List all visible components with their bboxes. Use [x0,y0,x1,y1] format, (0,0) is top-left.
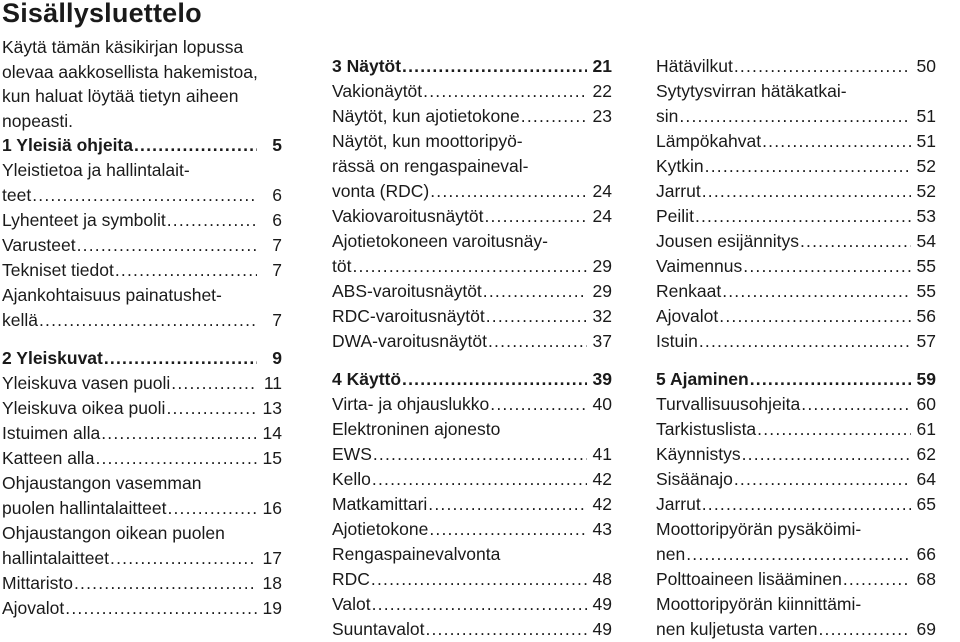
toc-entry-row[interactable] [656,279,936,304]
toc-entry-label: Katteen alla [2,448,95,468]
toc-entry-label: Sisäänajo [656,469,733,489]
toc-page-number: 48 [592,569,612,589]
toc-entry-label: Vakionäytöt [332,81,423,101]
toc-page-number: 49 [592,594,612,614]
dot-leader [743,254,911,279]
toc-entry[interactable] [656,517,936,567]
toc-entry[interactable] [656,492,936,517]
toc-entry-label: Käynnistys [656,444,741,464]
dot-leader [801,392,911,417]
toc-entry-label: Virta- ja ohjauslukko [332,394,490,414]
toc-entry-row[interactable] [656,467,936,492]
toc-entry-row[interactable] [656,229,936,254]
toc-entry[interactable] [332,592,612,617]
dot-leader [686,542,911,567]
toc-entry-label: Vaimennus [656,256,743,276]
toc-entry-label: 5 Ajaminen [656,369,749,389]
toc-entry[interactable] [332,304,612,329]
page-title: Sisällysluettelo [2,0,202,28]
dot-leader [352,254,587,279]
toc-entry-label: Suuntavalot [332,619,425,639]
toc-page-number: 56 [916,306,936,326]
toc-entry-row[interactable] [2,596,282,621]
toc-entry-line: Ohjaustangon oikean puolen [2,523,225,543]
toc-entry-row[interactable] [2,233,282,258]
toc-entry[interactable] [656,154,936,179]
toc-entry-label: Hätävilkut [656,56,733,76]
toc-page-number: 52 [916,181,936,201]
dot-leader [742,442,911,467]
toc-entry-row[interactable] [332,204,612,229]
toc-entry-label: Jarrut [656,181,701,201]
dot-leader [695,204,911,229]
toc-section [656,54,936,354]
toc-page-number: 51 [916,131,936,151]
dot-leader [74,571,257,596]
dot-leader [110,546,257,571]
toc-entry[interactable] [2,371,282,396]
toc-entry-label: kellä [2,310,38,330]
toc-page-number: 43 [592,519,612,539]
toc-entry-label: Lämpökahvat [656,131,762,151]
toc-entry-label: Istuin [656,331,698,351]
toc-entry[interactable] [656,79,936,129]
toc-page-number: 65 [916,494,936,514]
toc-entry-row[interactable] [332,467,612,492]
dot-leader [134,133,257,158]
toc-entry[interactable] [332,229,612,279]
toc-entry-row[interactable] [656,442,936,467]
toc-entry-label: hallintalaitteet [2,548,110,568]
toc-entry-line: Ohjaustangon vasemman [2,473,202,493]
toc-entry-label: Polttoaineen lisääminen [656,569,842,589]
toc-entry-label: 2 Yleiskuvat [2,348,103,368]
dot-leader [373,442,587,467]
toc-entry-row[interactable] [2,546,282,571]
toc-entry-label: teet [2,185,32,205]
toc-page-number: 23 [592,106,612,126]
toc-page-number: 29 [592,256,612,276]
toc-entry[interactable] [656,179,936,204]
toc-entry-label: Jarrut [656,494,701,514]
toc-page-number: 14 [262,423,282,443]
toc-page-number: 66 [916,544,936,564]
toc-entry-label: Kello [332,469,371,489]
toc-entry[interactable] [2,208,282,233]
toc-entry-row[interactable] [2,258,282,283]
toc-entry-label: puolen hallintalaitteet [2,498,167,518]
dot-leader [371,567,587,592]
dot-leader [65,596,257,621]
dot-leader [77,233,257,258]
toc-entry-label: 4 Käyttö [332,369,402,389]
toc-entry-row[interactable] [332,617,612,642]
toc-entry-label: töt [332,256,352,276]
toc-entry-row[interactable] [332,279,612,304]
toc-entry-label: Peilit [656,206,694,226]
toc-entry-row[interactable] [656,542,936,567]
toc-entry[interactable] [656,279,936,304]
toc-entry[interactable] [2,258,282,283]
toc-entry-label: Matkamittari [332,494,428,514]
toc-entry-row[interactable] [332,392,612,417]
toc-page-number: 53 [916,206,936,226]
toc-section-heading[interactable] [2,133,282,158]
intro-text [2,35,282,133]
toc-entry[interactable] [332,329,612,354]
toc-entry-label: Vakiovaroitusnäytöt [332,206,484,226]
toc-entry-label: Kytkin [656,156,704,176]
toc-page-number: 9 [272,348,282,368]
toc-entry-label: sin [656,106,679,126]
dot-leader [115,258,257,283]
toc-page-number: 55 [916,281,936,301]
toc-entry[interactable] [656,442,936,467]
dot-leader [39,308,257,333]
toc-entry-row[interactable] [656,617,936,642]
toc-entry[interactable] [656,417,936,442]
toc-page-number: 6 [272,185,282,205]
toc-entry[interactable] [332,79,612,104]
intro-line: Käytä tämän käsikirjan lopussa [2,37,244,57]
toc-page-number: 39 [592,369,612,389]
toc-entry-label: 3 Näytöt [332,56,402,76]
dot-leader [166,396,257,421]
toc-entry[interactable] [2,283,282,333]
toc-page-number: 6 [272,210,282,230]
toc-entry-label: Varusteet [2,235,76,255]
toc-entry[interactable] [332,104,612,129]
dot-leader [486,304,587,329]
toc-section-heading[interactable] [332,367,612,392]
dot-leader [819,617,912,642]
toc-entry-row[interactable] [332,567,612,592]
toc-entry-row[interactable] [656,154,936,179]
toc-entry-label: ABS-varoitusnäytöt [332,281,482,301]
toc-page-number: 13 [262,398,282,418]
dot-leader [95,446,257,471]
toc-column-3 [656,54,936,642]
toc-entry[interactable] [2,233,282,258]
toc-entry[interactable] [656,592,936,642]
toc-entry[interactable] [332,492,612,517]
toc-page-number: 21 [592,56,612,76]
toc-entry-row[interactable] [656,254,936,279]
toc-entry-label: Ajovalot [2,598,65,618]
dot-leader [734,467,911,492]
toc-entry-row[interactable] [2,183,282,208]
intro-line: kun haluat löytää tietyn aiheen [2,86,239,106]
toc-page-number: 51 [916,106,936,126]
toc-entry-row[interactable] [656,104,936,129]
toc-entry[interactable] [2,158,282,208]
toc-section [332,367,612,642]
toc-page-number: 16 [262,498,282,518]
toc-entry-label: nen [656,544,686,564]
toc-page-number: 52 [916,156,936,176]
dot-leader [429,517,587,542]
dot-leader [750,367,911,392]
toc-page-number: 17 [262,548,282,568]
toc-entry[interactable] [332,417,612,467]
dot-leader [705,154,911,179]
toc-entry[interactable] [332,542,612,592]
toc-page-number: 69 [916,619,936,639]
dot-leader [490,392,587,417]
toc-entry-row[interactable] [656,54,936,79]
toc-entry-label: Renkaat [656,281,722,301]
toc-page-number: 64 [916,469,936,489]
toc-page-number: 50 [916,56,936,76]
dot-leader [423,79,587,104]
dot-leader [425,617,587,642]
dot-leader [762,129,911,154]
dot-leader [171,371,257,396]
toc-entry-label: Tekniset tiedot [2,260,114,280]
toc-page-number: 60 [916,394,936,414]
toc-page-number: 57 [916,331,936,351]
dot-leader [484,204,587,229]
toc-entry-line: Ajotietokoneen varoitusnäy- [332,231,548,251]
intro-line: nopeasti. [2,110,74,131]
toc-entry[interactable] [656,229,936,254]
dot-leader [679,104,911,129]
toc-page-number: 68 [916,569,936,589]
toc-entry[interactable] [332,392,612,417]
dot-leader [702,179,911,204]
toc-section-heading[interactable] [2,346,282,371]
toc-entry-label: RDC [332,569,370,589]
dot-leader [719,304,911,329]
toc-section [332,54,612,354]
toc-entry-label: Turvallisuusohjeita [656,394,801,414]
toc-entry-label: Näytöt, kun ajotietokone [332,106,520,126]
toc-page-number: 7 [272,260,282,280]
toc-page-number: 24 [592,181,612,201]
toc-entry-row[interactable] [332,442,612,467]
dot-leader [757,417,911,442]
toc-page-number: 22 [592,81,612,101]
toc-page-number: 19 [262,598,282,618]
toc-entry[interactable] [656,54,936,79]
toc-entry[interactable] [2,446,282,471]
toc-entry-label: nen kuljetusta varten [656,619,818,639]
toc-entry-label: 1 Yleisiä ohjeita [2,135,133,155]
toc-page-number: 15 [262,448,282,468]
toc-entry-row[interactable] [332,304,612,329]
toc-entry[interactable] [2,471,282,521]
toc-entry-row[interactable] [2,421,282,446]
dot-leader [104,346,257,371]
toc-entry-row[interactable] [656,567,936,592]
toc-entry-label: Lyhenteet ja symbolit [2,210,166,230]
toc-entries [656,392,936,642]
dot-leader [372,467,587,492]
dot-leader [800,229,911,254]
toc-page-number: 24 [592,206,612,226]
toc-entry[interactable] [2,596,282,621]
toc-page-number: 41 [592,444,612,464]
toc-entry-label: Yleiskuva oikea puoli [2,398,166,418]
toc-page-number: 42 [592,469,612,489]
toc-entry-row[interactable] [656,492,936,517]
dot-leader [402,367,587,392]
toc-entry-row[interactable] [332,517,612,542]
toc-entry-label: Mittaristo [2,573,73,593]
dot-leader [430,179,587,204]
toc-entry-line: Moottoripyörän kiinnittämi- [656,594,862,614]
toc-entry-line: Moottoripyörän pysäköimi- [656,519,862,539]
toc-entry-row[interactable] [2,396,282,421]
toc-page-number: 7 [272,235,282,255]
toc-entry-line: Ajankohtaisuus painatushet- [2,285,222,305]
toc-section [2,133,282,333]
toc-page-number: 49 [592,619,612,639]
dot-leader [488,329,587,354]
toc-entry-row[interactable] [2,446,282,471]
toc-entry[interactable] [332,467,612,492]
toc-entry-row[interactable] [332,104,612,129]
dot-leader [402,54,587,79]
toc-entry[interactable] [332,279,612,304]
toc-entry-line: rässä on rengaspaineval- [332,156,529,176]
intro-line: olevaa aakkosellista hakemistoa, [2,61,258,82]
toc-entry-row[interactable] [656,392,936,417]
toc-entry-line: Sytytysvirran hätäkatkai- [656,81,847,101]
toc-page-number: 11 [263,373,282,393]
toc-entry-row[interactable] [332,254,612,279]
toc-entry-label: vonta (RDC) [332,181,430,201]
toc-entry-row[interactable] [332,492,612,517]
toc-entry-row[interactable] [656,304,936,329]
dot-leader [372,592,587,617]
toc-entries [2,158,282,333]
toc-page-number: 54 [916,231,936,251]
toc-entry-line: Näytöt, kun moottoripyö- [332,131,523,151]
toc-entry[interactable] [656,467,936,492]
toc-entry-row[interactable] [2,496,282,521]
toc-page-number: 61 [916,419,936,439]
toc-entry[interactable] [2,571,282,596]
toc-entry-line: Rengaspainevalvonta [332,544,501,564]
toc-entry[interactable] [2,521,282,571]
toc-entries [656,54,936,354]
toc-entry-row[interactable] [2,308,282,333]
toc-entry[interactable] [332,617,612,642]
dot-leader [521,104,587,129]
toc-entry-row[interactable] [332,179,612,204]
toc-entry[interactable] [2,421,282,446]
toc-column-2 [332,54,612,642]
toc-entry[interactable] [656,254,936,279]
toc-entry-line: Elektroninen ajonesto [332,419,501,439]
toc-entry-row[interactable] [656,129,936,154]
toc-page-number: 29 [592,281,612,301]
toc-entry-row[interactable] [656,179,936,204]
toc-entry-label: EWS [332,444,372,464]
toc-entry-row[interactable] [656,204,936,229]
toc-entry-label: Ajotietokone [332,519,429,539]
toc-entry[interactable] [656,304,936,329]
toc-entries [332,392,612,642]
toc-page-number: 62 [916,444,936,464]
dot-leader [101,421,257,446]
toc-entry-label: Yleiskuva vasen puoli [2,373,171,393]
toc-entries [2,371,282,621]
toc-entry[interactable] [332,517,612,542]
toc-section [2,346,282,621]
toc-entry-label: Ajovalot [656,306,719,326]
toc-entry[interactable] [332,129,612,204]
dot-leader [734,54,911,79]
toc-entry-row[interactable] [2,571,282,596]
toc-section-heading[interactable] [656,367,936,392]
dot-leader [167,208,257,233]
dot-leader [722,279,911,304]
toc-entry-label: DWA-varoitusnäytöt [332,331,487,351]
toc-entry-label: Tarkistuslista [656,419,757,439]
toc-entry-row[interactable] [332,329,612,354]
dot-leader [843,567,911,592]
toc-entry-row[interactable] [2,371,282,396]
toc-entry-row[interactable] [2,208,282,233]
toc-entry-label: Jousen esijännitys [656,231,799,251]
toc-entry[interactable] [656,392,936,417]
toc-entry-label: RDC-varoitusnäytöt [332,306,485,326]
toc-page-number: 37 [592,331,612,351]
toc-section-heading[interactable] [332,54,612,79]
toc-entry[interactable] [656,204,936,229]
toc-page-number: 42 [592,494,612,514]
dot-leader [702,492,911,517]
toc-page-number: 40 [592,394,612,414]
toc-entry-row[interactable] [332,79,612,104]
toc-column-1 [2,35,282,621]
toc-entry[interactable] [2,396,282,421]
toc-page-number: 55 [916,256,936,276]
toc-entry-row[interactable] [656,329,936,354]
toc-entry-row[interactable] [332,592,612,617]
dot-leader [483,279,587,304]
toc-entry-label: Valot [332,594,371,614]
toc-page-number: 18 [262,573,282,593]
toc-page-number: 59 [916,369,936,389]
dot-leader [699,329,911,354]
toc-entry-line: Yleistietoa ja hallintalait- [2,160,190,180]
toc-entry-row[interactable] [656,417,936,442]
toc-entry-label: Istuimen alla [2,423,101,443]
toc-page-number: 7 [272,310,282,330]
dot-leader [32,183,257,208]
dot-leader [167,496,257,521]
toc-entry[interactable] [332,204,612,229]
toc-entry[interactable] [656,129,936,154]
toc-entries [332,79,612,354]
toc-page-number: 5 [272,135,282,155]
toc-entry[interactable] [656,567,936,592]
toc-entry[interactable] [656,329,936,354]
toc-section [656,367,936,642]
toc-page-number: 32 [592,306,612,326]
dot-leader [428,492,587,517]
